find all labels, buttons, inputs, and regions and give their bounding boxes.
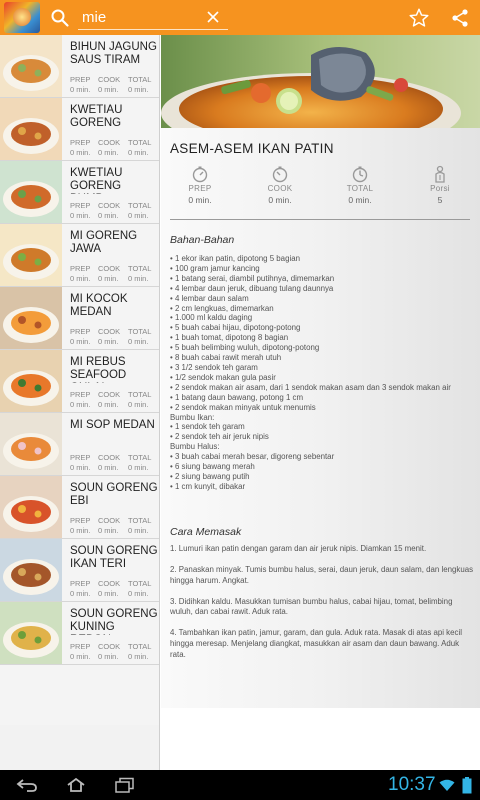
prep-label: PREP — [70, 75, 91, 84]
list-item-times — [70, 327, 158, 347]
prep-stat — [170, 165, 230, 205]
prep-label: PREP — [70, 138, 91, 147]
prep-value: 0 min. — [70, 589, 91, 598]
recipe-thumbnail — [0, 161, 62, 223]
cook-value: 0 min. — [98, 652, 119, 661]
prep-label: PREP — [70, 453, 91, 462]
recipe-thumbnail — [0, 98, 62, 160]
prep-label: PREP — [70, 390, 91, 399]
ingredient-line: • 4 lembar daun jeruk, dibuang tulang daunnya — [170, 283, 334, 293]
cook-stat — [250, 165, 310, 205]
step-text: 2. Panaskan minyak. Tumis bumbu halus, serai, daun jeruk, daun salam, dan lengkuas hingga harum. Angkat. — [170, 565, 474, 585]
recipe-thumbnail — [0, 476, 62, 538]
home-icon[interactable] — [64, 777, 88, 793]
ingredient-line: • 1 batang serai, diambil putihnya, dimemarkan — [170, 273, 335, 283]
cook-label: COOK — [98, 516, 121, 525]
ingredient-line: • 2 siung bawang putih — [170, 471, 250, 481]
prep-value: 0 min. — [70, 463, 91, 472]
ingredient-line: • 1 buah tomat, dipotong 8 bagian — [170, 333, 289, 343]
total-value: 0 min. — [128, 400, 149, 409]
prep-value: 0 min. — [70, 148, 91, 157]
prep-value: 0 min. — [70, 652, 91, 661]
cook-label: COOK — [98, 327, 121, 336]
favorite-star-icon[interactable] — [408, 7, 430, 29]
search-icon[interactable] — [50, 8, 70, 28]
prep-value: 0 min. — [70, 400, 91, 409]
total-value: 0 min. — [128, 274, 149, 283]
recipe-thumbnail — [0, 224, 62, 286]
cook-timer-icon — [271, 165, 289, 183]
ingredient-line: • 1 cm kunyit, dibakar — [170, 481, 246, 491]
total-label: TOTAL — [128, 453, 152, 462]
list-item-title: SOUN GORENG IKAN TERI — [70, 545, 158, 570]
cook-value: 0 min. — [98, 526, 119, 535]
total-label: TOTAL — [128, 327, 152, 336]
ingredient-line: • 2 sendok makan minyak untuk menumis — [170, 402, 316, 412]
cook-label: COOK — [98, 579, 121, 588]
recipe-hero-image — [161, 35, 480, 128]
ingredient-line: Bumbu Halus: — [170, 442, 220, 452]
action-bar — [0, 0, 480, 35]
recipe-thumbnail — [0, 287, 62, 349]
cook-value: 0 min. — [98, 589, 119, 598]
list-item-times — [70, 642, 158, 662]
cook-label: COOK — [98, 201, 121, 210]
prep-value: 0 min. — [70, 337, 91, 346]
portion-value: 5 — [437, 195, 443, 205]
cook-label: COOK — [98, 390, 121, 399]
total-label: TOTAL — [346, 184, 374, 193]
total-label: TOTAL — [128, 516, 152, 525]
total-label: TOTAL — [128, 201, 152, 210]
list-item-title: MI REBUS SEAFOOD — [70, 356, 127, 381]
step-text: 3. Didihkan kaldu. Masukkan tumisan bumbu halus, cabai hijau, tomat, belimbing wuluh, dan cabai rawit. Aduk rata. — [170, 596, 453, 617]
cook-label: COOK — [98, 264, 121, 273]
total-value: 0 min. — [128, 589, 149, 598]
recent-apps-icon[interactable] — [113, 777, 137, 793]
total-label: TOTAL — [128, 390, 152, 399]
list-item-title: MI GORENG JAWA — [70, 230, 138, 255]
total-label: TOTAL — [128, 138, 152, 147]
prep-label: PREP — [70, 642, 91, 651]
list-item[interactable] — [0, 35, 160, 98]
app-logo-icon[interactable] — [4, 2, 40, 33]
ingredient-line: • 1 sendok teh garam — [170, 422, 245, 432]
prep-label: PREP — [70, 201, 91, 210]
recipe-thumbnail — [0, 35, 62, 97]
cook-label: COOK — [98, 453, 121, 462]
ingredient-line: • 5 buah belimbing wuluh, dipotong-potong — [170, 343, 320, 353]
stats-divider — [170, 219, 470, 220]
prep-value: 0 min. — [70, 526, 91, 535]
prep-label: PREP — [70, 516, 91, 525]
ingredient-line: • 4 lembar daun salam — [170, 293, 249, 303]
share-icon[interactable] — [450, 8, 470, 28]
recipe-detail — [161, 35, 480, 708]
list-item[interactable] — [0, 350, 160, 413]
ingredient-line: • 3 buah cabai merah besar, digoreng sebentar — [170, 452, 335, 462]
prep-timer-icon — [191, 165, 209, 183]
total-value: 0 min. — [128, 652, 149, 661]
steps-heading: Cara Memasak — [170, 526, 242, 538]
list-empty-space — [0, 665, 160, 725]
step-text: 4. Tambahkan ikan patin, jamur, garam, dan gula. Aduk rata. Masak di atas api kecil hingga meresap. Menjelang diangkat, masukkan air asam dan daun bawang. Aduk rata. — [170, 628, 462, 659]
prep-value: 0 min. — [70, 211, 91, 220]
list-item-title: MI KOCOK MEDAN — [70, 293, 128, 318]
cook-value: 0 min. — [98, 85, 119, 94]
prep-label: PREP — [70, 579, 91, 588]
cook-label: COOK — [98, 75, 121, 84]
ingredient-line: • 2 sendok makan air asam, dari 1 sendok makan asam dan 3 sendok makan air — [170, 382, 451, 392]
list-item[interactable] — [0, 413, 160, 476]
recipe-list[interactable] — [0, 35, 160, 770]
status-clock: 10:37 — [388, 774, 436, 795]
recipe-title: ASEM-ASEM IKAN PATIN — [170, 141, 334, 156]
portion-label: Porsi — [430, 184, 450, 193]
total-value: 0 min. — [128, 148, 149, 157]
step-text: 1. Lumuri ikan patin dengan garam dan air jeruk nipis. Diamkan 15 menit. — [170, 544, 427, 553]
total-value: 0 min. — [348, 195, 372, 205]
cook-value: 0 min. — [98, 400, 119, 409]
total-label: TOTAL — [128, 75, 152, 84]
search-underline — [78, 29, 228, 30]
list-item[interactable] — [0, 287, 160, 350]
ingredient-line: • 5 buah cabai hijau, dipotong-potong — [170, 323, 301, 333]
ingredients-list — [170, 254, 474, 492]
list-item-times — [70, 75, 158, 95]
prep-value: 0 min. — [70, 85, 91, 94]
cook-value: 0 min. — [98, 337, 119, 346]
wifi-icon — [439, 779, 455, 792]
chef-hat-icon — [431, 165, 449, 183]
ingredient-line: • 1 batang daun bawang, potong 1 cm — [170, 392, 304, 402]
list-item[interactable] — [0, 476, 160, 539]
total-value: 0 min. — [128, 526, 149, 535]
list-item-times — [70, 453, 158, 473]
cook-label: COOK — [98, 138, 121, 147]
battery-icon — [462, 777, 472, 794]
total-value: 0 min. — [128, 211, 149, 220]
ingredient-line: • 6 siung bawang merah — [170, 462, 255, 472]
cook-value: 0 min. — [98, 274, 119, 283]
ingredient-line: • 3 1/2 sendok teh garam — [170, 362, 258, 372]
total-value: 0 min. — [128, 85, 149, 94]
cook-label: COOK — [267, 184, 293, 193]
list-item-title: SOUN GORENG EBI — [70, 482, 158, 507]
prep-label: PREP — [70, 264, 91, 273]
total-label: TOTAL — [128, 642, 152, 651]
recipe-thumbnail — [0, 602, 62, 664]
clear-search-icon[interactable] — [205, 9, 221, 25]
ingredient-line: Bumbu Ikan: — [170, 412, 215, 422]
back-icon[interactable] — [15, 777, 39, 793]
ingredient-line: • 1.000 ml kaldu daging — [170, 313, 253, 323]
list-item-times — [70, 138, 158, 158]
prep-value: 0 min. — [188, 195, 212, 205]
cook-value: 0 min. — [98, 148, 119, 157]
portion-stat — [410, 165, 470, 205]
cook-label: COOK — [98, 642, 121, 651]
list-item[interactable] — [0, 539, 160, 602]
list-item-times — [70, 390, 158, 410]
ingredient-line: • 8 buah cabai rawit merah utuh — [170, 353, 282, 363]
ingredient-line: • 100 gram jamur kancing — [170, 263, 260, 273]
list-item-times — [70, 264, 158, 284]
total-value: 0 min. — [128, 337, 149, 346]
cook-value: 0 min. — [98, 463, 119, 472]
ingredient-line: • 1 ekor ikan patin, dipotong 5 bagian — [170, 254, 300, 263]
list-item-title: KWETIAU GORENG — [70, 104, 123, 129]
total-stat — [330, 165, 390, 205]
total-value: 0 min. — [128, 463, 149, 472]
system-nav-bar — [0, 770, 480, 800]
ingredient-line: • 2 sendok teh air jeruk nipis — [170, 432, 269, 442]
total-label: TOTAL — [128, 579, 152, 588]
total-timer-icon — [351, 165, 369, 183]
list-item-title: SOUN GORENG KUNING — [70, 608, 158, 633]
list-item-title: MI SOP MEDAN — [70, 419, 155, 431]
ingredients-heading: Bahan-Bahan — [170, 234, 235, 246]
list-item[interactable] — [0, 161, 160, 224]
cook-value: 0 min. — [268, 195, 292, 205]
prep-label: PREP — [188, 184, 212, 193]
list-item-title: KWETIAU GORENG — [70, 167, 123, 192]
cook-value: 0 min. — [98, 211, 119, 220]
list-item-times — [70, 516, 158, 536]
list-item[interactable] — [0, 602, 160, 665]
prep-value: 0 min. — [70, 274, 91, 283]
steps-list — [170, 544, 474, 671]
total-label: TOTAL — [128, 264, 152, 273]
list-item[interactable] — [0, 98, 160, 161]
recipe-thumbnail — [0, 350, 62, 412]
list-item-times — [70, 579, 158, 599]
recipe-thumbnail — [0, 539, 62, 601]
prep-label: PREP — [70, 327, 91, 336]
ingredient-line: • 2 cm lengkuas, dimemarkan — [170, 303, 274, 313]
list-item[interactable] — [0, 224, 160, 287]
ingredient-line: • 1/2 sendok makan gula pasir — [170, 372, 276, 382]
list-item-title: BIHUN JAGUNG SAUS TIRAM — [70, 41, 157, 66]
recipe-thumbnail — [0, 413, 62, 475]
list-item-times — [70, 201, 158, 221]
recipe-stats — [161, 165, 480, 215]
